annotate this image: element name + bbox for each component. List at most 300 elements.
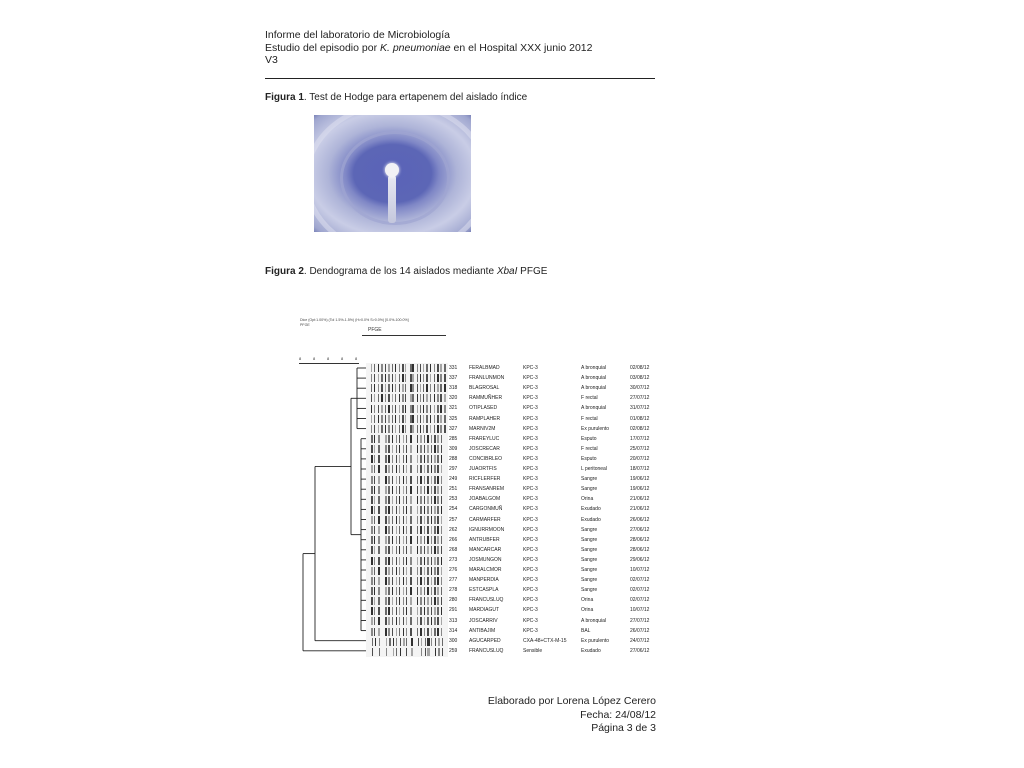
gel-band <box>374 415 375 423</box>
gel-band <box>424 597 425 605</box>
gel-band <box>440 425 441 433</box>
gel-band <box>437 567 439 575</box>
gel-band <box>420 435 422 443</box>
isolate-date: 19/06/12 <box>630 486 650 493</box>
gel-band <box>371 455 373 463</box>
gel-lane <box>366 505 448 515</box>
gel-lane <box>366 444 448 454</box>
gel-band <box>427 476 429 484</box>
isolate-type: KPC-3 <box>523 385 538 392</box>
gel-band <box>412 425 413 433</box>
gel-band <box>410 607 412 615</box>
gel-band <box>420 557 422 565</box>
gel-band <box>420 617 422 625</box>
isolate-sample: A bronquial <box>581 385 607 392</box>
gel-band <box>444 384 446 392</box>
gel-band <box>371 526 373 534</box>
isolate-id: 276 <box>449 567 458 573</box>
isolate-id: 278 <box>449 587 458 594</box>
gel-band <box>424 526 425 534</box>
gel-band <box>388 597 390 605</box>
gel-band <box>444 374 446 382</box>
gel-band <box>396 607 397 615</box>
isolate-name: MARALCMOR <box>469 567 502 573</box>
gel-band <box>427 557 429 565</box>
gel-band <box>424 496 425 504</box>
gel-band <box>441 486 442 494</box>
gel-band <box>371 587 373 595</box>
gel-band <box>402 394 403 402</box>
gel-band <box>434 465 435 473</box>
gel-band <box>396 506 397 514</box>
isolate-type: KPC-3 <box>523 476 538 483</box>
gel-band <box>392 374 393 382</box>
gel-band <box>427 597 429 605</box>
gel-band <box>417 607 418 615</box>
gel-band <box>430 415 431 423</box>
gel-band <box>396 455 397 463</box>
gel-band <box>431 567 432 575</box>
gel-band <box>437 384 439 392</box>
isolate-type: Sensible <box>523 647 543 654</box>
gel-band <box>399 445 400 453</box>
isolate-id: 327 <box>449 425 458 432</box>
gel-band <box>392 425 393 433</box>
gel-band <box>388 415 390 423</box>
gel-band <box>417 476 418 484</box>
gel-band <box>417 384 418 392</box>
isolate-type: KPC-3 <box>523 587 538 594</box>
isolate-sample: Sangre <box>581 486 598 493</box>
gel-band <box>427 445 429 453</box>
isolate-id: 262 <box>449 526 458 533</box>
gel-band <box>396 567 397 575</box>
gel-lane <box>366 464 448 474</box>
gel-band <box>399 597 400 605</box>
figure2-caption: Figura 2. Dendograma de los 14 aislados mediante XbaI PFGE <box>265 266 548 277</box>
isolate-id: 268 <box>449 546 458 553</box>
gel-band <box>396 476 397 484</box>
gel-band <box>385 496 386 504</box>
gel-band <box>417 577 418 585</box>
gel-band <box>427 536 429 544</box>
gel-band <box>392 628 393 636</box>
gel-band <box>371 628 373 636</box>
gel-band <box>421 638 423 646</box>
gel-band <box>374 486 375 494</box>
gel-band <box>437 617 439 625</box>
isolate-type: KPC-3 <box>523 536 538 543</box>
gel-band <box>378 628 380 636</box>
isolate-name: JOSMUNGON <box>469 556 502 563</box>
gel-band <box>410 435 412 443</box>
gel-band <box>425 648 426 656</box>
gel-band <box>434 587 435 595</box>
gel-band <box>399 628 400 636</box>
isolate-id: 291 <box>449 607 458 614</box>
gel-band <box>378 567 380 575</box>
isolate-date: 27/07/12 <box>630 395 650 402</box>
gel-band <box>405 415 406 423</box>
gel-band <box>385 445 386 453</box>
gel-band <box>403 567 404 575</box>
gel-band <box>374 384 375 392</box>
gel-band <box>434 496 435 504</box>
gel-band <box>434 435 435 443</box>
pfge-label: PFGE <box>368 327 382 333</box>
gel-band <box>396 577 397 585</box>
gel-band <box>420 476 422 484</box>
gel-band <box>371 506 373 514</box>
gel-band <box>410 506 412 514</box>
gel-band <box>437 587 439 595</box>
gel-band <box>371 476 373 484</box>
isolate-sample: Sangre <box>581 546 598 553</box>
gel-band <box>427 526 429 534</box>
dendrogram-header <box>300 318 409 328</box>
scale-tick: 8 <box>355 356 358 361</box>
gel-band <box>410 455 412 463</box>
gel-band <box>388 617 390 625</box>
isolate-type: KPC-3 <box>523 516 538 523</box>
gel-band <box>434 617 435 625</box>
isolate-date: 28/06/12 <box>630 546 650 553</box>
gel-band <box>406 607 407 615</box>
gel-band <box>412 415 413 423</box>
gel-band <box>393 638 394 646</box>
gel-band <box>431 455 432 463</box>
gel-band <box>424 557 425 565</box>
gel-band <box>374 435 375 443</box>
gel-band <box>403 557 404 565</box>
gel-band <box>435 638 436 646</box>
isolate-id: 253 <box>449 496 458 503</box>
gel-band <box>385 597 386 605</box>
gel-band <box>410 445 412 453</box>
isolate-id: 280 <box>449 597 458 604</box>
isolate-id: 309 <box>449 445 458 452</box>
gel-band <box>374 546 375 554</box>
gel-band <box>437 577 439 585</box>
gel-band <box>374 597 375 605</box>
isolate-name: JOSCARRIV <box>469 617 498 624</box>
gel-band <box>388 587 390 595</box>
gel-band <box>410 516 412 524</box>
gel-band <box>427 577 429 585</box>
gel-band <box>425 638 426 646</box>
isolate-name: FRANCUSLUQ <box>469 647 504 654</box>
isolate-type: KPC-3 <box>523 405 538 412</box>
gel-band <box>371 536 373 544</box>
gel-band <box>374 496 375 504</box>
gel-lane <box>366 424 448 434</box>
isolate-type: KPC-3 <box>523 365 538 371</box>
gel-band <box>406 587 407 595</box>
isolate-name: CONCIBRLEO <box>469 455 503 462</box>
gel-band <box>437 526 439 534</box>
gel-band <box>388 486 390 494</box>
gel-band <box>434 405 435 413</box>
gel-band <box>427 648 429 656</box>
isolate-id: 318 <box>449 385 458 392</box>
gel-band <box>431 557 432 565</box>
gel-band <box>371 486 373 494</box>
gel-band <box>403 628 404 636</box>
gel-band <box>402 425 403 433</box>
isolate-id: 331 <box>449 365 458 371</box>
gel-band <box>400 648 401 656</box>
gel-band <box>431 486 432 494</box>
gel-band <box>399 425 400 433</box>
isolate-name: IGNURRMOON <box>469 526 505 533</box>
gel-band <box>424 455 425 463</box>
gel-band <box>403 617 404 625</box>
gel-band <box>417 536 418 544</box>
isolate-type: KPC-3 <box>523 577 538 584</box>
gel-band <box>434 607 435 615</box>
gel-band <box>417 516 418 524</box>
gel-band <box>396 617 397 625</box>
gel-band <box>385 536 386 544</box>
gel-band <box>417 415 418 423</box>
gel-band <box>403 455 404 463</box>
isolate-sample: Esputo <box>581 455 597 462</box>
gel-band <box>441 617 442 625</box>
isolate-type: KPC-3 <box>523 445 538 452</box>
isolate-sample: Sangre <box>581 567 598 573</box>
gel-band <box>417 394 418 402</box>
gel-band <box>427 465 429 473</box>
gel-band <box>403 435 404 443</box>
gel-band <box>392 445 393 453</box>
gel-band <box>437 445 439 453</box>
gel-lane <box>366 414 448 424</box>
gel-band <box>431 628 432 636</box>
gel-band <box>396 648 397 656</box>
gel-band <box>374 405 375 413</box>
gel-band <box>430 364 431 372</box>
gel-band <box>424 628 425 636</box>
gel-band <box>385 546 386 554</box>
isolate-name: FRAREYLUC <box>469 435 500 442</box>
gel-band <box>410 577 412 585</box>
gel-band <box>406 617 407 625</box>
gel-band <box>417 486 418 494</box>
gel-band <box>378 607 380 615</box>
gel-band <box>406 546 407 554</box>
isolate-type: KPC-3 <box>523 617 538 624</box>
gel-band <box>371 557 373 565</box>
gel-lane <box>366 596 448 606</box>
gel-band <box>420 496 422 504</box>
gel-band <box>410 496 412 504</box>
gel-band <box>406 638 407 646</box>
isolate-name: MARDIAGUT <box>469 607 499 614</box>
gel-band <box>437 374 439 382</box>
gel-band <box>399 587 400 595</box>
gel-band <box>417 597 418 605</box>
gel-band <box>424 486 425 494</box>
gel-band <box>417 546 418 554</box>
gel-band <box>393 648 394 656</box>
gel-band <box>427 455 429 463</box>
gel-band <box>412 405 413 413</box>
isolate-name: RICFLERFER <box>469 476 501 483</box>
gel-band <box>437 415 439 423</box>
gel-band <box>410 628 412 636</box>
gel-band <box>396 587 397 595</box>
isolate-sample: Exudado <box>581 506 601 513</box>
gel-band <box>385 516 386 524</box>
report-title: Informe del laboratorio de Microbiología <box>265 29 451 41</box>
isolate-sample: Orina <box>581 607 594 614</box>
gel-lane <box>366 586 448 596</box>
gel-band <box>405 374 406 382</box>
gel-band <box>381 405 383 413</box>
isolate-sample: Ex purulento <box>581 425 610 432</box>
isolate-name: JOABALGOM <box>469 496 501 503</box>
gel-band <box>431 445 432 453</box>
gel-band <box>385 425 386 433</box>
gel-band <box>441 557 442 565</box>
gel-band <box>385 628 386 636</box>
gel-band <box>371 496 373 504</box>
gel-band <box>371 567 373 575</box>
gel-band <box>427 587 429 595</box>
gel-lane <box>366 393 448 403</box>
gel-band <box>374 476 375 484</box>
gel-band <box>399 374 400 382</box>
gel-lane <box>366 373 448 383</box>
gel-band <box>392 455 393 463</box>
gel-band <box>388 364 390 372</box>
gel-band <box>385 415 386 423</box>
gel-band <box>378 425 380 433</box>
gel-band <box>371 405 373 413</box>
isolate-date: 27/07/12 <box>630 617 650 624</box>
gel-band <box>431 546 432 554</box>
gel-band <box>374 425 375 433</box>
gel-lane <box>366 495 448 505</box>
gel-band <box>392 476 393 484</box>
gel-band <box>371 425 373 433</box>
scale-tick: 8 <box>327 356 330 361</box>
isolate-type: KPC-3 <box>523 455 538 462</box>
gel-band <box>417 587 418 595</box>
gel-band <box>379 648 381 656</box>
gel-lane <box>366 363 448 373</box>
gel-band <box>430 425 431 433</box>
isolate-date: 10/07/12 <box>630 567 650 573</box>
gel-band <box>378 496 380 504</box>
gel-lane <box>366 525 448 535</box>
gel-band <box>371 577 373 585</box>
gel-band <box>437 516 439 524</box>
isolate-sample: F rectal <box>581 445 598 452</box>
gel-lane <box>366 637 448 647</box>
gel-band <box>420 364 422 372</box>
gel-band <box>372 648 374 656</box>
gel-band <box>412 384 413 392</box>
isolate-date: 25/07/12 <box>630 445 650 452</box>
gel-band <box>378 526 380 534</box>
gel-band <box>441 526 442 534</box>
gel-band <box>399 465 400 473</box>
isolate-sample: Sangre <box>581 577 598 584</box>
gel-band <box>395 394 396 402</box>
scale-tick: 8 <box>299 356 302 361</box>
isolate-sample: A bronquial <box>581 617 607 624</box>
gel-band <box>424 546 425 554</box>
gel-band <box>410 597 412 605</box>
gel-band <box>437 455 439 463</box>
gel-band <box>420 394 422 402</box>
gel-band <box>388 374 390 382</box>
gel-band <box>374 465 375 473</box>
gel-band <box>399 405 400 413</box>
gel-band <box>441 577 442 585</box>
gel-band <box>392 587 393 595</box>
pfge-underline <box>362 335 446 336</box>
gel-band <box>417 567 418 575</box>
gel-band <box>378 465 380 473</box>
gel-band <box>378 557 380 565</box>
gel-band <box>388 557 390 565</box>
gel-band <box>430 374 431 382</box>
gel-band <box>434 577 435 585</box>
gel-band <box>406 435 407 443</box>
gel-band <box>388 445 390 453</box>
gel-band <box>388 435 390 443</box>
isolate-name: FRANSANREM <box>469 486 505 493</box>
gel-band <box>385 364 386 372</box>
gel-band <box>399 577 400 585</box>
gel-band <box>403 597 404 605</box>
gel-band <box>378 405 380 413</box>
gel-band <box>374 364 375 372</box>
gel-band <box>417 628 418 636</box>
gel-band <box>388 455 390 463</box>
gel-band <box>399 607 400 615</box>
isolate-name: CARGONMUÑ <box>469 506 503 513</box>
gel-band <box>420 405 422 413</box>
gel-lane <box>366 515 448 525</box>
gel-band <box>396 557 397 565</box>
gel-band <box>388 496 390 504</box>
gel-band <box>378 445 380 453</box>
gel-band <box>385 374 386 382</box>
isolate-type: KPC-3 <box>523 466 538 472</box>
gel-band <box>392 516 393 524</box>
gel-band <box>437 597 439 605</box>
gel-band <box>424 465 425 473</box>
gel-band <box>402 405 403 413</box>
gel-band <box>381 374 383 382</box>
gel-band <box>434 546 435 554</box>
dendrogram-params: Dice (Opt:1.00%) (Tol 1.5%-1.5%) (H>0.0% S>0.0%) [0.0%-100.0%] <box>300 318 409 322</box>
gel-band <box>406 465 407 473</box>
isolate-type: KPC-3 <box>523 435 538 442</box>
gel-band <box>378 506 380 514</box>
gel-band <box>434 516 435 524</box>
gel-band <box>399 526 400 534</box>
gel-band <box>374 607 375 615</box>
isolate-sample: Sangre <box>581 526 598 533</box>
isolate-id: 285 <box>449 435 458 442</box>
gel-band <box>399 617 400 625</box>
isolate-date: 30/07/12 <box>630 385 650 392</box>
gel-band <box>402 374 403 382</box>
